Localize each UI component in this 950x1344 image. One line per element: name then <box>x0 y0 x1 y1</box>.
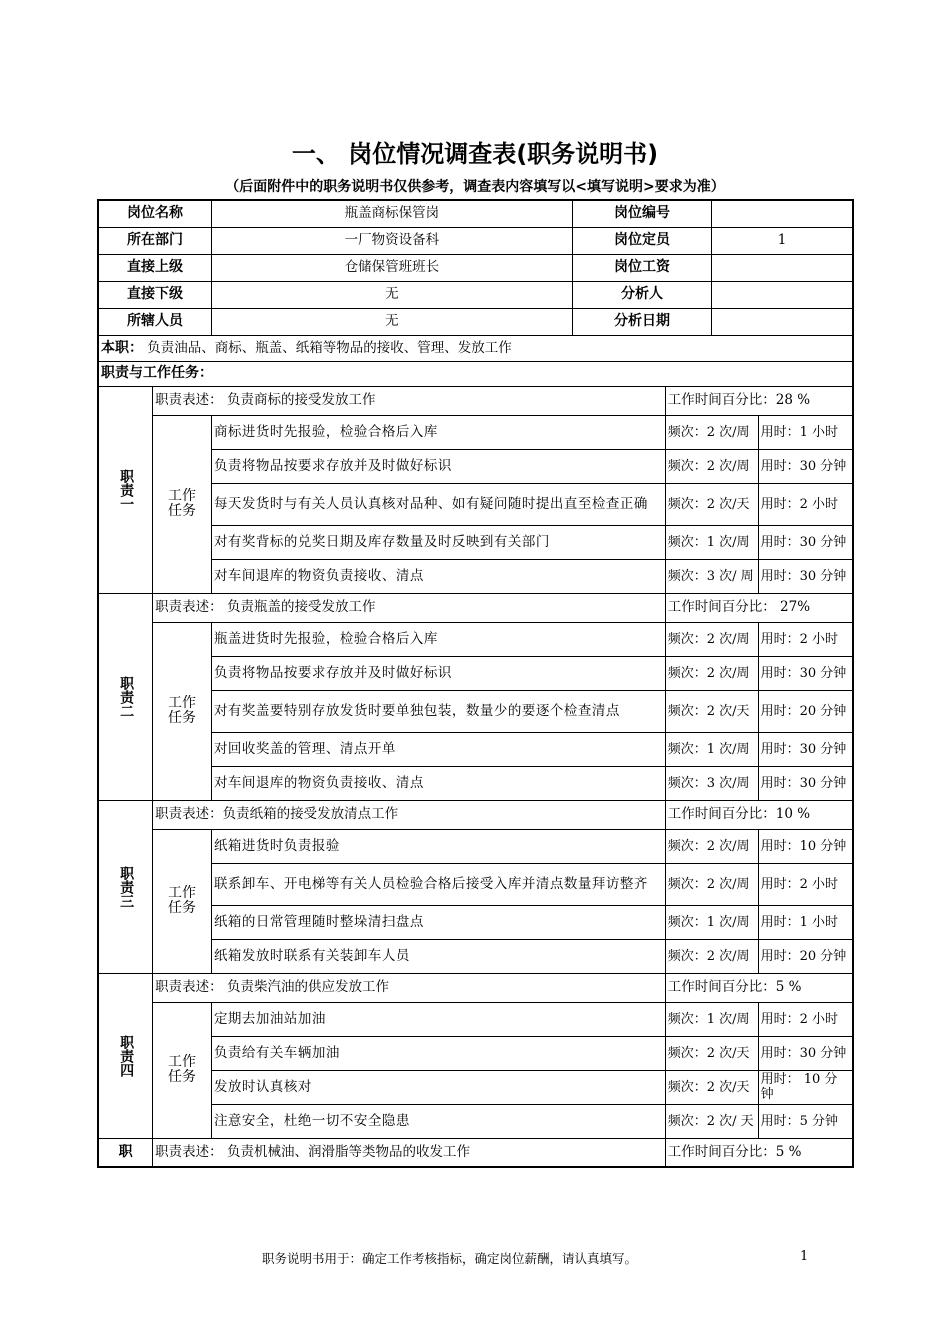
task-duration: 用时：5 分钟 <box>758 1104 853 1138</box>
task-text: 对有奖盖要特别存放发货时要单独包装，数量少的要逐个检查清点 <box>211 690 665 732</box>
duty-description: 职责表述： 负责瓶盖的接受发放工作 <box>153 593 666 622</box>
superior-value: 仓储保管班班长 <box>211 254 572 281</box>
duty-time-percent: 工作时间百分比：10 % <box>665 800 853 829</box>
duty-time-percent: 工作时间百分比：5 % <box>665 1138 853 1167</box>
main-duty-label: 本职： <box>101 339 143 356</box>
superior-label: 直接上级 <box>98 254 211 281</box>
task-text: 注意安全，杜绝一切不安全隐患 <box>211 1104 665 1138</box>
duty-label: 职责三 <box>98 800 153 973</box>
page-title: 一、 岗位情况调查表(职务说明书) <box>291 140 659 168</box>
duty-label: 职责一 <box>98 386 153 593</box>
task-duration: 用时：30 分钟 <box>758 766 853 800</box>
duty-label: 职责二 <box>98 593 153 800</box>
task-text: 瓶盖进货时先报验，检验合格后入库 <box>211 622 665 656</box>
subordinate-value: 无 <box>211 281 572 308</box>
task-frequency: 频次：2 次/ 天 <box>665 1104 758 1138</box>
task-text: 负责给有关车辆加油 <box>211 1036 665 1070</box>
wage-label: 岗位工资 <box>572 254 711 281</box>
task-text: 负责将物品按要求存放并及时做好标识 <box>211 449 665 483</box>
task-frequency: 频次：2 次/周 <box>665 622 758 656</box>
managed-label: 所辖人员 <box>98 308 211 335</box>
task-text: 对有奖背标的兑奖日期及库存数量及时反映到有关部门 <box>211 525 665 559</box>
task-text: 对车间退库的物资负责接收、清点 <box>211 766 665 800</box>
main-duty-row <box>98 335 853 361</box>
task-frequency: 频次：2 次/周 <box>665 656 758 690</box>
position-survey-table <box>97 199 854 1168</box>
duty-description: 职责表述： 负责机械油、润滑脂等类物品的收发工作 <box>153 1138 666 1167</box>
task-duration: 用时：1 小时 <box>758 415 853 449</box>
task-text: 联系卸车、开电梯等有关人员检验合格后接受入库并清点数量拜访整齐 <box>211 863 665 905</box>
main-duty-text: 负责油品、商标、瓶盖、纸箱等物品的接收、管理、发放工作 <box>147 339 512 356</box>
task-frequency: 频次：1 次/周 <box>665 905 758 939</box>
task-frequency: 频次：1 次/周 <box>665 525 758 559</box>
task-frequency: 频次：2 次/周 <box>665 939 758 973</box>
task-frequency: 频次：1 次/周 <box>665 732 758 766</box>
task-duration: 用时：30 分钟 <box>758 525 853 559</box>
footer-note: 职务说明书用于：确定工作考核指标，确定岗位薪酬，请认真填写。 <box>262 1251 638 1266</box>
position-name-label: 岗位名称 <box>98 200 211 227</box>
task-text: 对车间退库的物资负责接收、清点 <box>211 559 665 593</box>
task-label: 工作任务 <box>153 622 212 800</box>
position-code-value <box>712 200 853 227</box>
task-text: 发放时认真核对 <box>211 1070 665 1104</box>
wage-value <box>712 254 853 281</box>
task-frequency: 频次：1 次/周 <box>665 1002 758 1036</box>
page-subtitle: （后面附件中的职务说明书仅供参考，调查表内容填写以<填写说明>要求为准） <box>225 179 725 195</box>
task-frequency: 频次：3 次/ 周 <box>665 559 758 593</box>
duties-header: 职责与工作任务： <box>98 361 853 386</box>
managed-value: 无 <box>211 308 572 335</box>
duty-label: 职 <box>98 1138 153 1167</box>
duty-description: 职责表述：负责纸箱的接受发放清点工作 <box>153 800 666 829</box>
task-text: 定期去加油站加油 <box>211 1002 665 1036</box>
task-text: 纸箱的日常管理随时整垛清扫盘点 <box>211 905 665 939</box>
task-frequency: 频次：3 次/周 <box>665 766 758 800</box>
task-duration: 用时：1 小时 <box>758 905 853 939</box>
duty-description: 职责表述： 负责商标的接受发放工作 <box>153 386 666 415</box>
task-label: 工作任务 <box>153 829 212 973</box>
task-duration: 用时：2 小时 <box>758 622 853 656</box>
task-duration: 用时：2 小时 <box>758 863 853 905</box>
task-duration: 用时：30 分钟 <box>758 559 853 593</box>
task-duration: 用时：2 小时 <box>758 1002 853 1036</box>
department-value: 一厂物资设备科 <box>211 227 572 254</box>
task-duration: 用时：20 分钟 <box>758 690 853 732</box>
task-duration: 用时：2 小时 <box>758 483 853 525</box>
task-frequency: 频次：2 次/天 <box>665 690 758 732</box>
task-frequency: 频次：2 次/天 <box>665 1070 758 1104</box>
task-frequency: 频次：2 次/周 <box>665 415 758 449</box>
analysis-date-value <box>712 308 853 335</box>
analyst-value <box>712 281 853 308</box>
task-frequency: 频次：2 次/周 <box>665 863 758 905</box>
duty-time-percent: 工作时间百分比： 27% <box>665 593 853 622</box>
task-duration: 用时：30 分钟 <box>758 732 853 766</box>
position-name-value: 瓶盖商标保管岗 <box>211 200 572 227</box>
task-frequency: 频次：2 次/天 <box>665 483 758 525</box>
task-text: 负责将物品按要求存放并及时做好标识 <box>211 656 665 690</box>
task-text: 纸箱进货时负责报验 <box>211 829 665 863</box>
analysis-date-label: 分析日期 <box>572 308 711 335</box>
headcount-value: 1 <box>712 227 853 254</box>
task-label: 工作任务 <box>153 1002 212 1138</box>
task-duration: 用时：30 分钟 <box>758 656 853 690</box>
task-frequency: 频次：2 次/周 <box>665 829 758 863</box>
task-text: 商标进货时先报验，检验合格后入库 <box>211 415 665 449</box>
page-number: 1 <box>800 1249 809 1264</box>
analyst-label: 分析人 <box>572 281 711 308</box>
duty-label: 职责四 <box>98 973 153 1138</box>
headcount-label: 岗位定员 <box>572 227 711 254</box>
task-text: 每天发货时与有关人员认真核对品种、如有疑问随时提出直至检查正确 <box>211 483 665 525</box>
subordinate-label: 直接下级 <box>98 281 211 308</box>
task-frequency: 频次：2 次/天 <box>665 1036 758 1070</box>
duty-time-percent: 工作时间百分比：5 % <box>665 973 853 1002</box>
task-duration: 用时：10 分钟 <box>758 829 853 863</box>
task-label: 工作任务 <box>153 415 212 593</box>
task-duration: 用时： 10 分钟 <box>758 1070 853 1104</box>
task-duration: 用时：30 分钟 <box>758 449 853 483</box>
position-code-label: 岗位编号 <box>572 200 711 227</box>
task-duration: 用时：20 分钟 <box>758 939 853 973</box>
duty-description: 职责表述： 负责柴汽油的供应发放工作 <box>153 973 666 1002</box>
task-text: 纸箱发放时联系有关装卸车人员 <box>211 939 665 973</box>
duty-time-percent: 工作时间百分比：28 % <box>665 386 853 415</box>
task-frequency: 频次：2 次/周 <box>665 449 758 483</box>
task-duration: 用时：30 分钟 <box>758 1036 853 1070</box>
department-label: 所在部门 <box>98 227 211 254</box>
task-text: 对回收奖盖的管理、清点开单 <box>211 732 665 766</box>
